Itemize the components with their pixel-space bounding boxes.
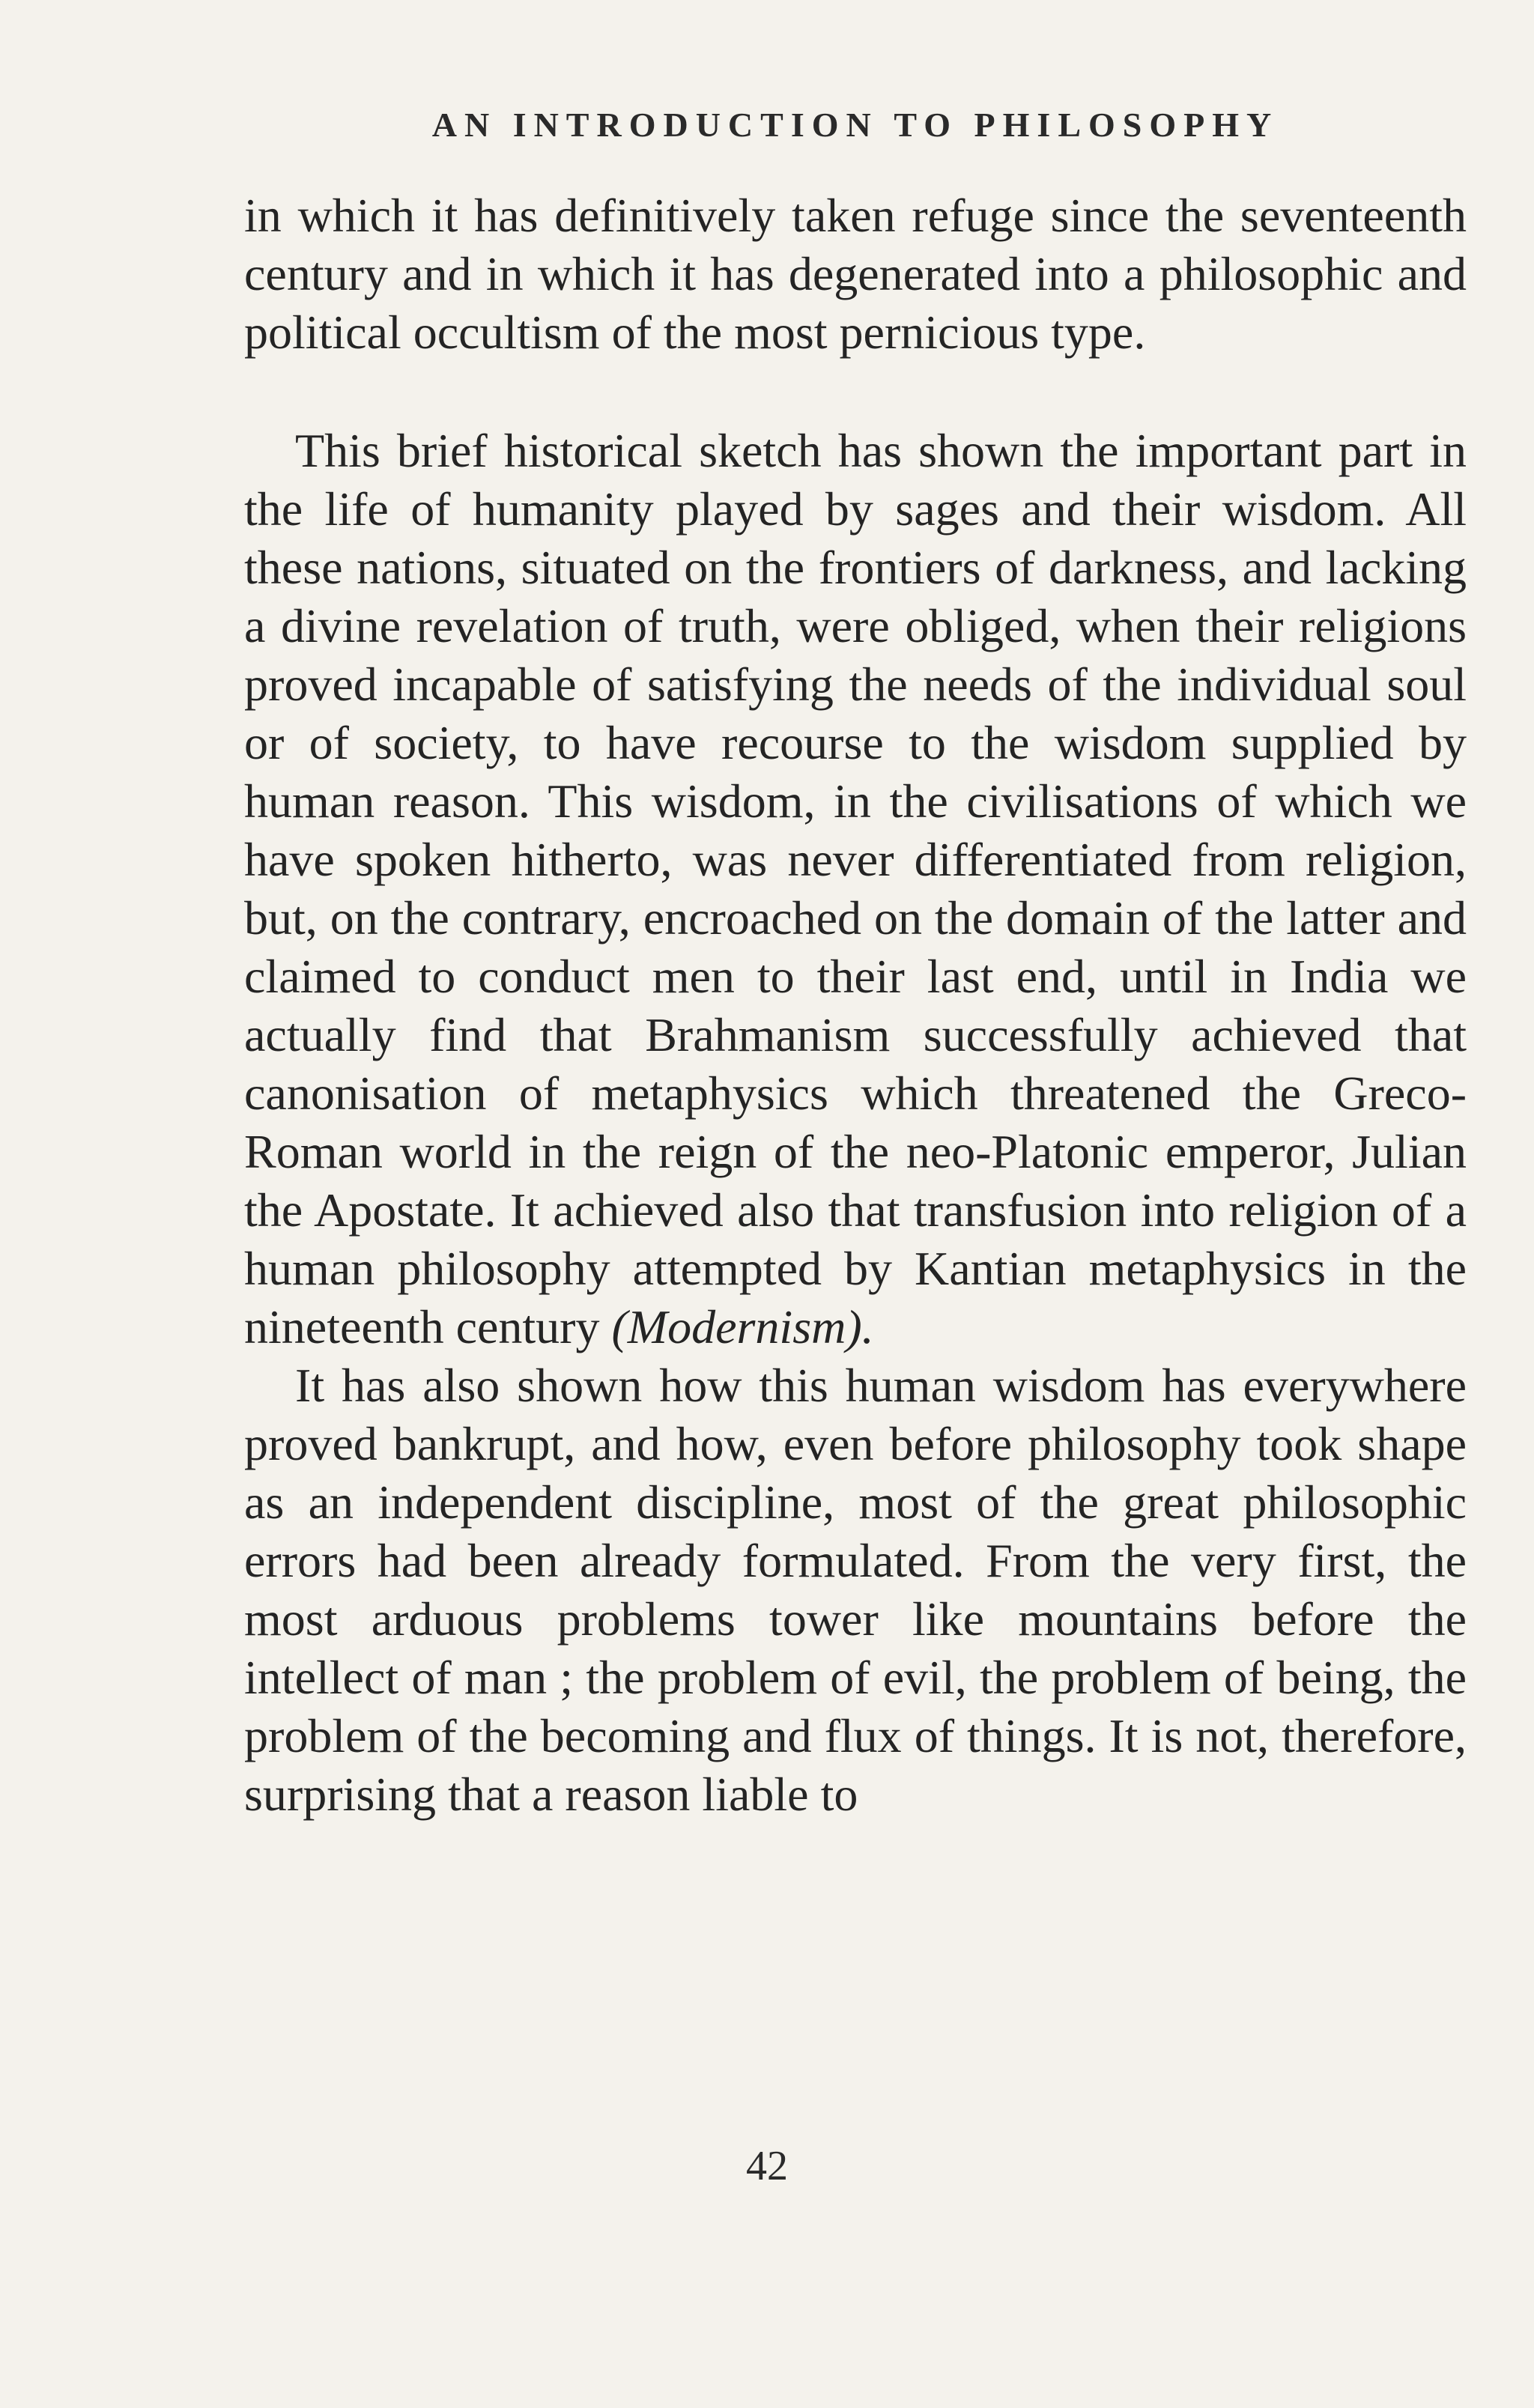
paragraph-2-italic: (Modernism). (611, 1300, 874, 1353)
paragraph-2 (244, 422, 1467, 1356)
page-number: 42 (746, 2143, 788, 2189)
running-head: AN INTRODUCTION TO PHILOSOPHY (431, 106, 1279, 144)
book-page (244, 105, 1467, 1824)
paragraph-2-text: This brief historical sketch has shown the important part in the life of humanity played by sages and their wisdom. All these nations, situated on the frontiers of darkness, and lacking a divine revelation of truth, were obliged, when their religions proved incapable of satisfying the needs of the individual soul or of society, to have recourse to the wisdom supplied by human reason. This wisdom, in the civilisations of which we have spoken hitherto, was never differentiated from religion, but, on the contrary, encroached on the domain of the latter and claimed to conduct men to their last end, until in India we actually find that Brahmanism successfully achieved that canonisation of metaphysics which threatened the Greco-Roman world in the reign of the neo-Platonic emperor, Julian the Apostate. It achieved also that transfusion into religion of a human philosophy attempted by Kantian metaphysics in the nineteenth century (244, 424, 1467, 1353)
paragraph-3: It has also shown how this human wisdom has everywhere proved bankrupt, and how, even before philosophy took shape as an independent discipline, most of the great philosophic errors had been already formulated. From the very first, the most arduous problems tower like mountains before the intellect of man ; the problem of evil, the problem of being, the problem of the becoming and flux of things. It is not, therefore, surprising that a reason liable to (244, 1359, 1467, 1821)
body-text (244, 186, 1467, 1824)
paragraph-1: in which it has definitively taken refuge since the seventeenth century and in which it has degenerated into a philosophic and political occultism of the most pernicious type. (244, 189, 1467, 359)
